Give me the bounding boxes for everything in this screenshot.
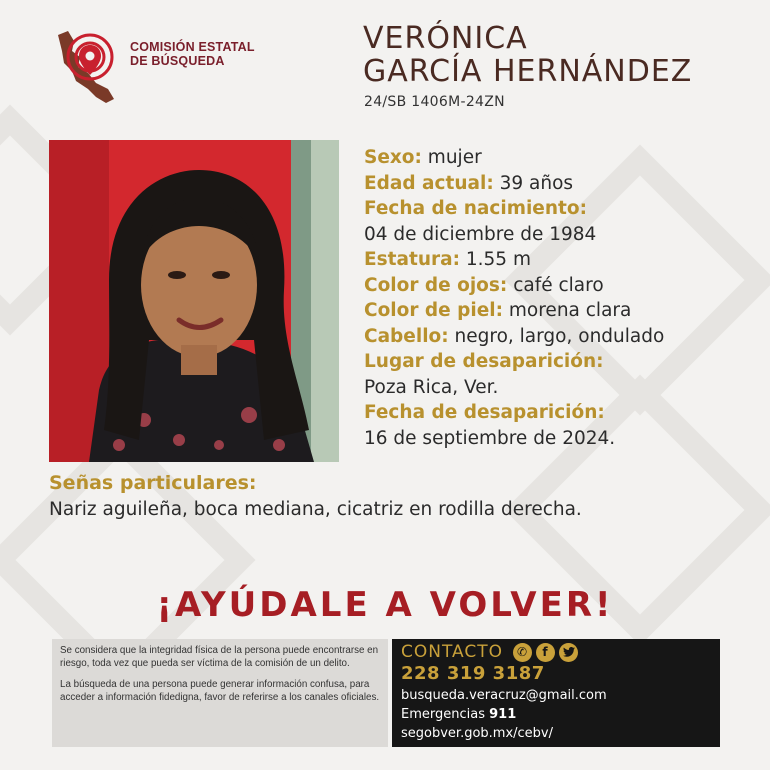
- social-icons: [513, 643, 578, 662]
- person-photo: [49, 140, 339, 462]
- distinguishing-marks-label: Señas particulares:: [49, 472, 257, 494]
- org-name-line2: DE BÚSQUEDA: [130, 54, 225, 68]
- detail-row-sex: [364, 145, 754, 171]
- mexico-map-icon: [52, 27, 122, 107]
- detail-value: café claro: [507, 274, 604, 296]
- contact-box: [392, 639, 720, 747]
- contact-emergency: [401, 705, 711, 724]
- detail-label: Fecha de desaparición:: [364, 402, 605, 423]
- emergency-number[interactable]: 911: [489, 707, 517, 722]
- emergency-label: Emergencias: [401, 707, 490, 722]
- detail-value: 04 de diciembre de 1984: [364, 223, 597, 245]
- detail-label: Lugar de desaparición:: [364, 351, 604, 372]
- distinguishing-marks: [49, 470, 749, 523]
- distinguishing-marks-value: Nariz aguileña, boca mediana, cicatriz en rodilla derecha.: [49, 499, 582, 520]
- detail-row-birthdate-value: [364, 222, 754, 248]
- org-logo: [52, 27, 272, 107]
- detail-value: Poza Rica, Ver.: [364, 376, 499, 398]
- person-details: [364, 145, 754, 451]
- disclaimer-paragraph-2: La búsqueda de una persona puede generar información confusa, para acceder a información fidedigna, favor de referirse a los canales oficiales.: [60, 679, 380, 703]
- detail-value: 39 años: [493, 172, 574, 194]
- detail-label: Color de piel:: [364, 300, 504, 321]
- contact-phone[interactable]: 228 319 3187: [401, 663, 545, 684]
- detail-value: morena clara: [503, 300, 632, 321]
- contact-title: CONTACTO: [401, 642, 503, 662]
- person-name: [363, 22, 692, 88]
- facebook-icon[interactable]: f: [536, 643, 555, 662]
- detail-value: 1.55 m: [460, 249, 531, 270]
- org-name: [130, 40, 255, 68]
- detail-row-eye-color: [364, 273, 754, 299]
- detail-label: Fecha de nacimiento:: [364, 198, 587, 219]
- detail-row-place-label: [364, 349, 754, 375]
- detail-value: 16 de septiembre de 2024.: [364, 427, 616, 449]
- disclaimer-paragraph-1: Se considera que la integridad física de la persona puede encontrarse en riesgo, toda vez que pueda ser víctima de la comisión de un delito.: [60, 645, 379, 669]
- detail-row-age: [364, 171, 754, 197]
- contact-email[interactable]: busqueda.veracruz@gmail.com: [401, 688, 607, 703]
- detail-label: Cabello:: [364, 325, 449, 347]
- detail-label: Sexo:: [364, 147, 422, 168]
- detail-row-birthdate-label: [364, 196, 754, 222]
- phone-icon[interactable]: ✆: [513, 643, 532, 662]
- detail-row-hair: [364, 324, 754, 350]
- detail-row-place-value: [364, 375, 754, 401]
- detail-row-height: [364, 247, 754, 273]
- contact-header: [401, 642, 711, 662]
- detail-row-date-label: [364, 400, 754, 426]
- detail-label: Estatura:: [364, 249, 460, 270]
- detail-value: mujer: [421, 147, 482, 168]
- disclaimer-box: [52, 639, 388, 747]
- detail-label: Color de ojos:: [364, 274, 508, 296]
- person-name-line2: GARCÍA HERNÁNDEZ: [363, 54, 693, 89]
- detail-row-skin-color: [364, 298, 754, 324]
- detail-row-date-value: [364, 426, 754, 452]
- org-name-line1: COMISIÓN ESTATAL: [130, 40, 255, 54]
- detail-value: negro, largo, ondulado: [448, 325, 665, 347]
- case-id: 24/SB 1406M-24ZN: [364, 94, 505, 110]
- contact-website[interactable]: segobver.gob.mx/cebv/: [401, 726, 554, 741]
- twitter-icon[interactable]: [559, 643, 578, 662]
- detail-label: Edad actual:: [364, 172, 494, 194]
- person-name-line1: VERÓNICA: [363, 21, 528, 56]
- headline: ¡AYÚDALE A VOLVER!: [156, 585, 614, 625]
